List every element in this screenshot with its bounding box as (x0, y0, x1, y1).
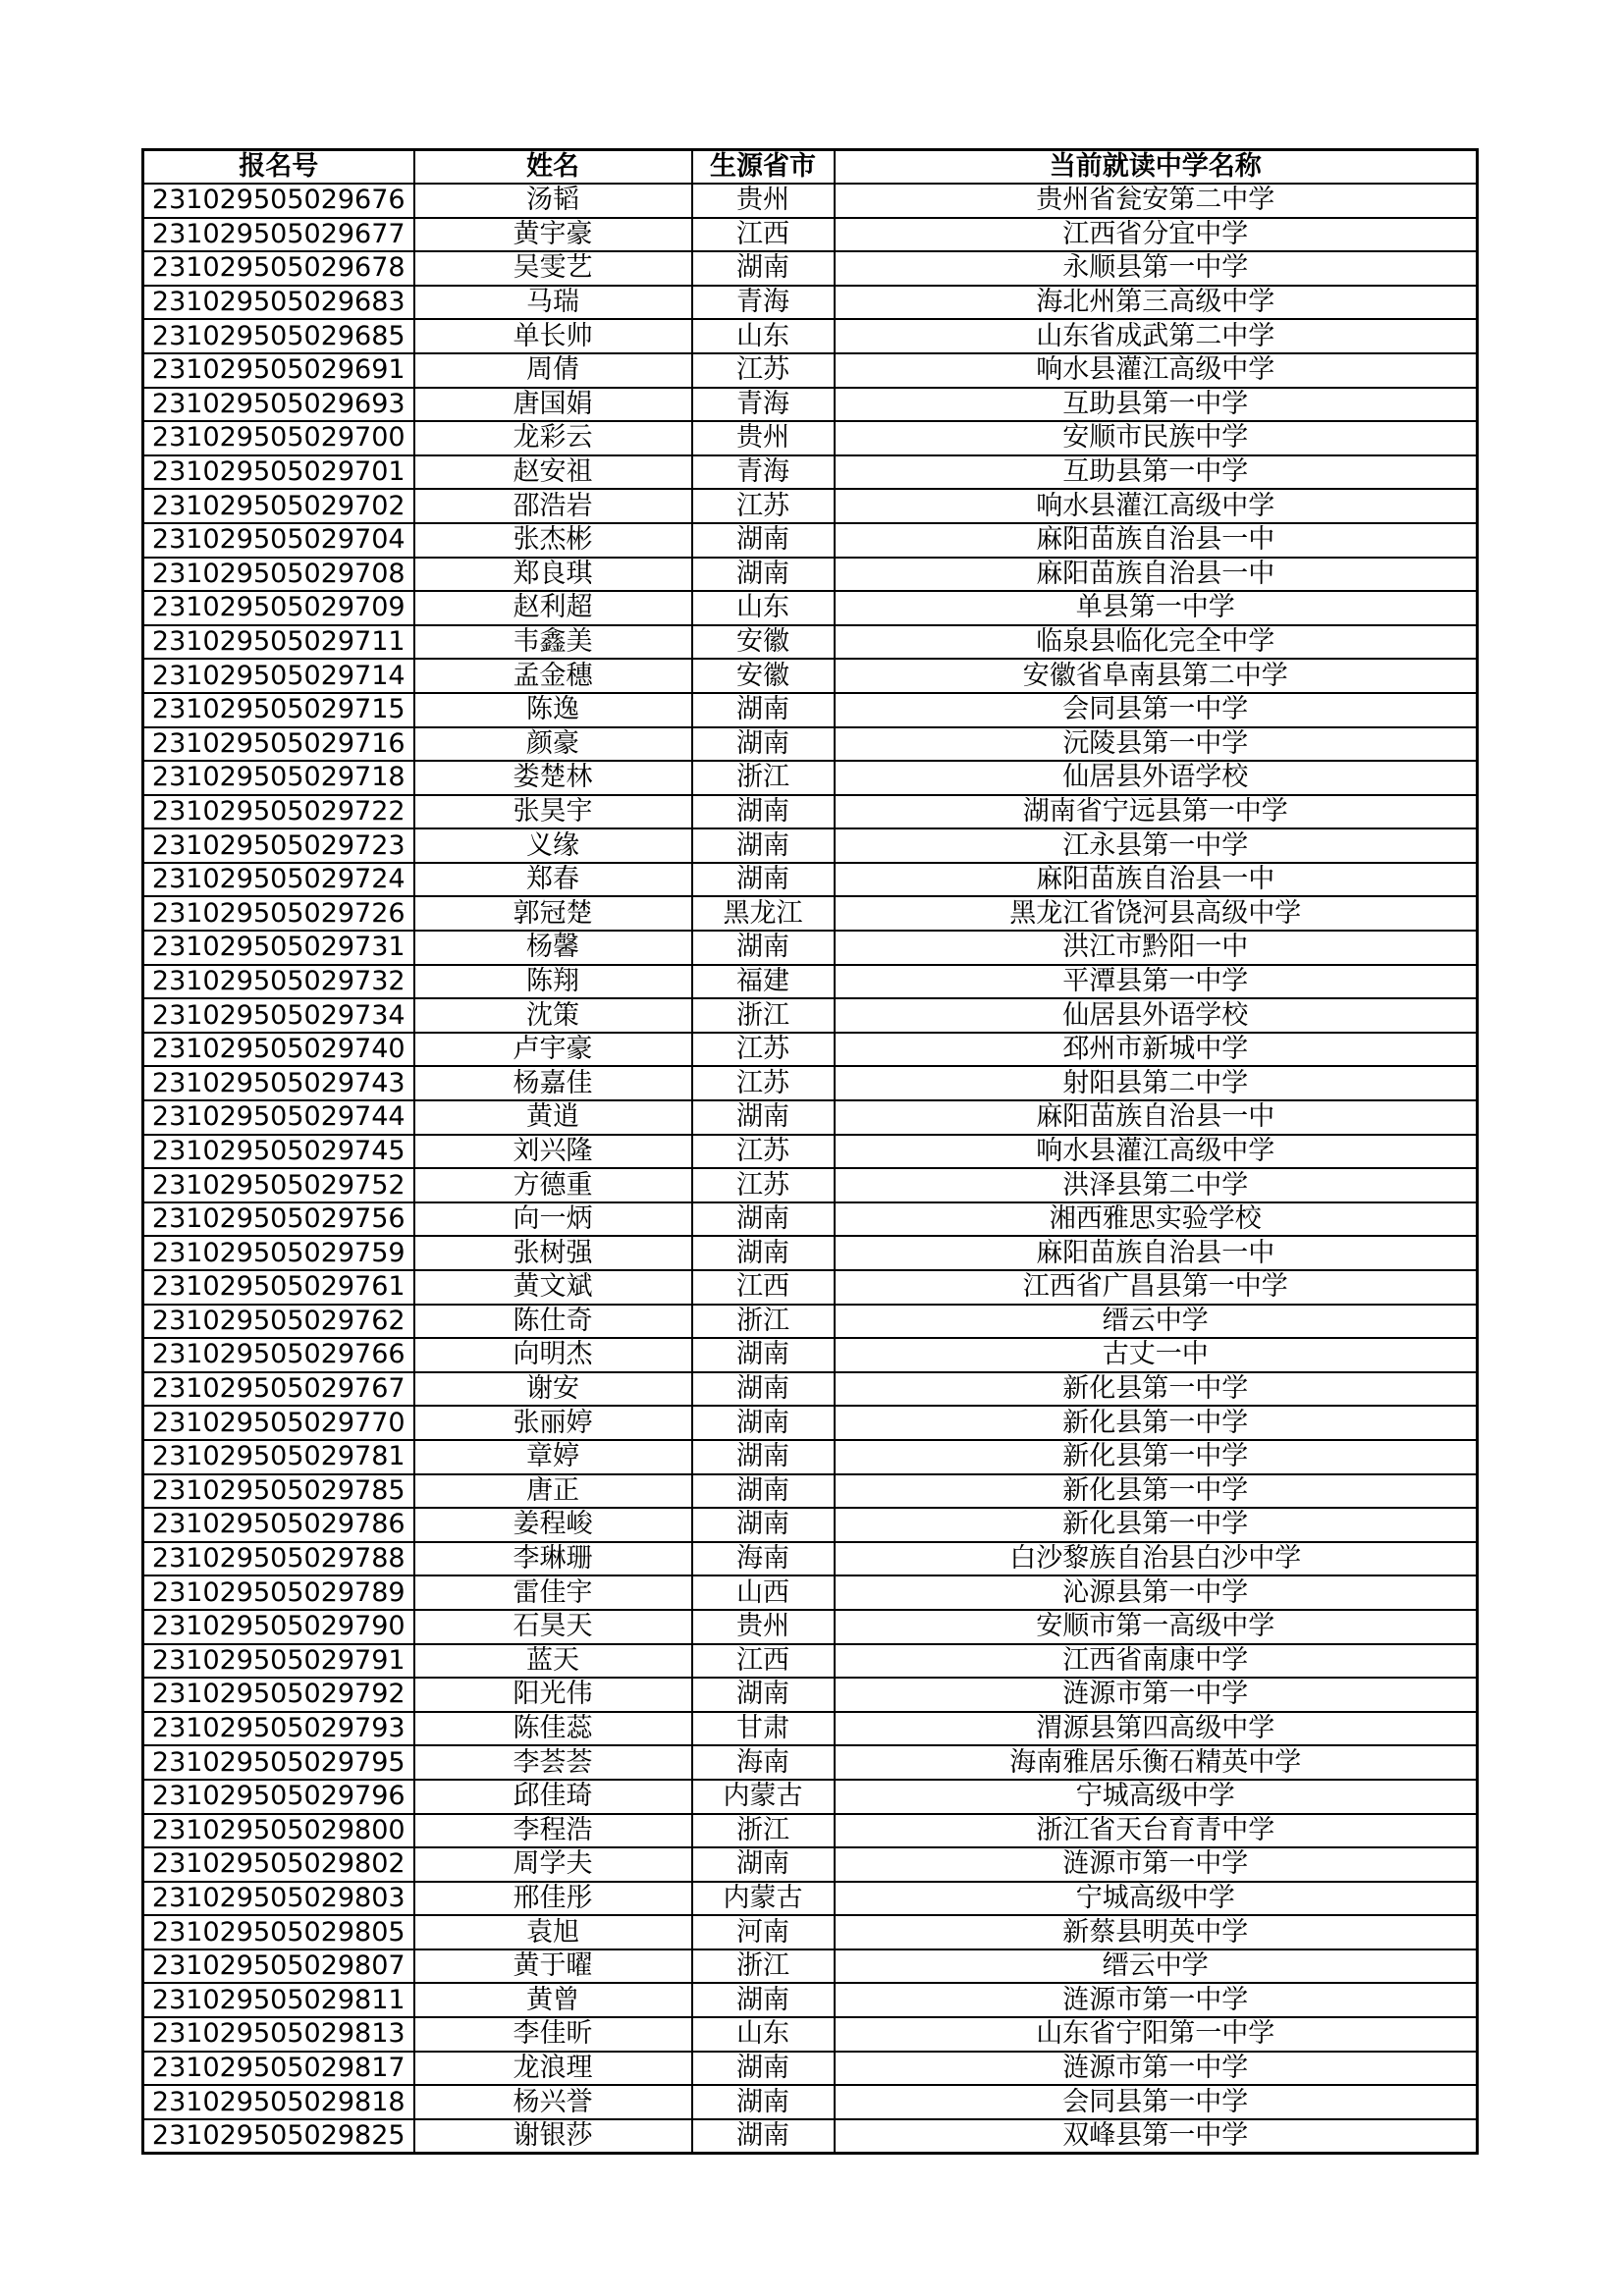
cell-registration-number: 231029505029796 (143, 1780, 414, 1814)
header-current-school: 当前就读中学名称 (835, 150, 1478, 185)
table-row (143, 659, 1478, 693)
table-row (143, 1372, 1478, 1407)
cell-current-school: 安顺市民族中学 (835, 421, 1478, 455)
table-row (143, 727, 1478, 762)
cell-province: 江西 (692, 1644, 835, 1679)
cell-registration-number: 231029505029817 (143, 2052, 414, 2086)
cell-province: 内蒙古 (692, 1882, 835, 1916)
table-row (143, 1474, 1478, 1509)
table-row (143, 896, 1478, 931)
cell-name: 张昊宇 (414, 795, 692, 829)
table-row (143, 251, 1478, 286)
cell-current-school: 江西省南康中学 (835, 1644, 1478, 1679)
cell-name: 陈逸 (414, 693, 692, 727)
table-row (143, 1202, 1478, 1237)
cell-registration-number: 231029505029766 (143, 1338, 414, 1372)
cell-province: 江苏 (692, 1135, 835, 1169)
cell-province: 青海 (692, 388, 835, 422)
cell-name: 张树强 (414, 1236, 692, 1270)
cell-name: 阳光伟 (414, 1678, 692, 1712)
cell-registration-number: 231029505029813 (143, 2017, 414, 2052)
table-header (143, 150, 1478, 185)
cell-province: 江苏 (692, 1033, 835, 1067)
cell-current-school: 山东省宁阳第一中学 (835, 2017, 1478, 2052)
cell-current-school: 涟源市第一中学 (835, 1678, 1478, 1712)
cell-name: 赵安祖 (414, 455, 692, 490)
cell-name: 黄宇豪 (414, 218, 692, 252)
table-row (143, 1508, 1478, 1542)
cell-province: 浙江 (692, 761, 835, 795)
cell-registration-number: 231029505029685 (143, 319, 414, 353)
cell-registration-number: 231029505029744 (143, 1100, 414, 1135)
cell-province: 青海 (692, 286, 835, 320)
cell-province: 湖南 (692, 795, 835, 829)
cell-current-school: 涟源市第一中学 (835, 2052, 1478, 2086)
table-row (143, 863, 1478, 897)
cell-registration-number: 231029505029723 (143, 828, 414, 863)
table-row (143, 931, 1478, 965)
cell-name: 李琳珊 (414, 1542, 692, 1576)
cell-province: 山东 (692, 2017, 835, 2052)
cell-province: 湖南 (692, 1474, 835, 1509)
cell-registration-number: 231029505029792 (143, 1678, 414, 1712)
cell-name: 方德重 (414, 1168, 692, 1202)
cell-province: 湖南 (692, 931, 835, 965)
cell-name: 石昊天 (414, 1610, 692, 1644)
cell-current-school: 麻阳苗族自治县一中 (835, 1236, 1478, 1270)
cell-province: 湖南 (692, 828, 835, 863)
cell-current-school: 古丈一中 (835, 1338, 1478, 1372)
cell-province: 贵州 (692, 184, 835, 218)
cell-province: 山东 (692, 591, 835, 625)
cell-province: 青海 (692, 455, 835, 490)
cell-province: 浙江 (692, 998, 835, 1033)
cell-registration-number: 231029505029683 (143, 286, 414, 320)
table-row (143, 1270, 1478, 1305)
cell-registration-number: 231029505029704 (143, 523, 414, 558)
cell-registration-number: 231029505029678 (143, 251, 414, 286)
cell-province: 海南 (692, 1542, 835, 1576)
table-row (143, 489, 1478, 523)
table-row (143, 693, 1478, 727)
cell-province: 湖南 (692, 1847, 835, 1882)
cell-current-school: 湘西雅思实验学校 (835, 1202, 1478, 1237)
cell-name: 赵利超 (414, 591, 692, 625)
cell-registration-number: 231029505029718 (143, 761, 414, 795)
cell-current-school: 互助县第一中学 (835, 388, 1478, 422)
cell-name: 向一炳 (414, 1202, 692, 1237)
cell-registration-number: 231029505029825 (143, 2119, 414, 2154)
cell-current-school: 仙居县外语学校 (835, 761, 1478, 795)
cell-province: 内蒙古 (692, 1780, 835, 1814)
cell-registration-number: 231029505029803 (143, 1882, 414, 1916)
table-row (143, 218, 1478, 252)
cell-current-school: 安徽省阜南县第二中学 (835, 659, 1478, 693)
table-row (143, 1712, 1478, 1746)
cell-name: 邱佳琦 (414, 1780, 692, 1814)
cell-province: 湖南 (692, 863, 835, 897)
cell-name: 郑良琪 (414, 558, 692, 592)
cell-current-school: 沅陵县第一中学 (835, 727, 1478, 762)
cell-registration-number: 231029505029709 (143, 591, 414, 625)
cell-name: 袁旭 (414, 1915, 692, 1949)
table-row (143, 1983, 1478, 2017)
cell-current-school: 沁源县第一中学 (835, 1575, 1478, 1610)
cell-name: 吴雯艺 (414, 251, 692, 286)
table-row (143, 1882, 1478, 1916)
cell-province: 湖南 (692, 558, 835, 592)
cell-name: 杨嘉佳 (414, 1066, 692, 1100)
cell-current-school: 邳州市新城中学 (835, 1033, 1478, 1067)
cell-current-school: 缙云中学 (835, 1949, 1478, 1984)
cell-current-school: 麻阳苗族自治县一中 (835, 1100, 1478, 1135)
cell-current-school: 浙江省天台育青中学 (835, 1814, 1478, 1848)
table-row (143, 2085, 1478, 2119)
cell-province: 安徽 (692, 625, 835, 660)
cell-current-school: 响水县灌江高级中学 (835, 353, 1478, 388)
cell-current-school: 临泉县临化完全中学 (835, 625, 1478, 660)
table-row (143, 455, 1478, 490)
table-row (143, 1406, 1478, 1440)
cell-registration-number: 231029505029790 (143, 1610, 414, 1644)
cell-registration-number: 231029505029724 (143, 863, 414, 897)
cell-current-school: 单县第一中学 (835, 591, 1478, 625)
cell-registration-number: 231029505029715 (143, 693, 414, 727)
cell-name: 唐正 (414, 1474, 692, 1509)
cell-current-school: 缙云中学 (835, 1305, 1478, 1339)
cell-registration-number: 231029505029788 (143, 1542, 414, 1576)
cell-current-school: 新化县第一中学 (835, 1372, 1478, 1407)
table-row (143, 1440, 1478, 1474)
cell-registration-number: 231029505029800 (143, 1814, 414, 1848)
cell-province: 山西 (692, 1575, 835, 1610)
cell-province: 湖南 (692, 1508, 835, 1542)
table-row (143, 591, 1478, 625)
cell-registration-number: 231029505029759 (143, 1236, 414, 1270)
cell-name: 周学夫 (414, 1847, 692, 1882)
cell-registration-number: 231029505029752 (143, 1168, 414, 1202)
cell-province: 湖南 (692, 2119, 835, 2154)
cell-name: 谢银莎 (414, 2119, 692, 2154)
cell-province: 江西 (692, 1270, 835, 1305)
cell-current-school: 永顺县第一中学 (835, 251, 1478, 286)
cell-current-school: 涟源市第一中学 (835, 1847, 1478, 1882)
cell-current-school: 贵州省瓮安第二中学 (835, 184, 1478, 218)
cell-registration-number: 231029505029786 (143, 1508, 414, 1542)
cell-registration-number: 231029505029767 (143, 1372, 414, 1407)
cell-name: 娄楚林 (414, 761, 692, 795)
cell-current-school: 白沙黎族自治县白沙中学 (835, 1542, 1478, 1576)
cell-name: 陈翔 (414, 965, 692, 999)
cell-province: 河南 (692, 1915, 835, 1949)
cell-province: 湖南 (692, 2085, 835, 2119)
cell-name: 邢佳彤 (414, 1882, 692, 1916)
cell-registration-number: 231029505029818 (143, 2085, 414, 2119)
cell-current-school: 江西省分宜中学 (835, 218, 1478, 252)
table-row (143, 998, 1478, 1033)
cell-current-school: 安顺市第一高级中学 (835, 1610, 1478, 1644)
cell-name: 张丽婷 (414, 1406, 692, 1440)
table-row (143, 1542, 1478, 1576)
cell-name: 龙彩云 (414, 421, 692, 455)
cell-province: 甘肃 (692, 1712, 835, 1746)
table-row (143, 761, 1478, 795)
cell-current-school: 江永县第一中学 (835, 828, 1478, 863)
cell-current-school: 黑龙江省饶河县高级中学 (835, 896, 1478, 931)
cell-registration-number: 231029505029693 (143, 388, 414, 422)
table-row (143, 1066, 1478, 1100)
table-row (143, 353, 1478, 388)
table-row (143, 1236, 1478, 1270)
cell-province: 湖南 (692, 251, 835, 286)
table-row (143, 965, 1478, 999)
cell-province: 贵州 (692, 421, 835, 455)
cell-name: 陈佳蕊 (414, 1712, 692, 1746)
cell-registration-number: 231029505029700 (143, 421, 414, 455)
cell-registration-number: 231029505029732 (143, 965, 414, 999)
cell-province: 安徽 (692, 659, 835, 693)
cell-name: 谢安 (414, 1372, 692, 1407)
table-row (143, 1575, 1478, 1610)
table-row (143, 2052, 1478, 2086)
cell-registration-number: 231029505029805 (143, 1915, 414, 1949)
cell-name: 黄于曜 (414, 1949, 692, 1984)
cell-province: 湖南 (692, 1983, 835, 2017)
cell-current-school: 会同县第一中学 (835, 2085, 1478, 2119)
cell-name: 唐国娟 (414, 388, 692, 422)
table-row (143, 2017, 1478, 2052)
cell-current-school: 双峰县第一中学 (835, 2119, 1478, 2154)
cell-registration-number: 231029505029714 (143, 659, 414, 693)
table-row (143, 388, 1478, 422)
table-row (143, 1610, 1478, 1644)
cell-registration-number: 231029505029722 (143, 795, 414, 829)
cell-registration-number: 231029505029745 (143, 1135, 414, 1169)
table-row (143, 828, 1478, 863)
cell-name: 刘兴隆 (414, 1135, 692, 1169)
cell-registration-number: 231029505029781 (143, 1440, 414, 1474)
cell-province: 山东 (692, 319, 835, 353)
table-row (143, 1814, 1478, 1848)
cell-name: 杨馨 (414, 931, 692, 965)
cell-current-school: 洪泽县第二中学 (835, 1168, 1478, 1202)
cell-province: 海南 (692, 1745, 835, 1780)
table-row (143, 1033, 1478, 1067)
cell-registration-number: 231029505029789 (143, 1575, 414, 1610)
cell-current-school: 仙居县外语学校 (835, 998, 1478, 1033)
cell-current-school: 宁城高级中学 (835, 1780, 1478, 1814)
cell-province: 江西 (692, 218, 835, 252)
table-row (143, 558, 1478, 592)
cell-province: 湖南 (692, 1338, 835, 1372)
table-row (143, 184, 1478, 218)
cell-province: 湖南 (692, 1678, 835, 1712)
cell-name: 义缘 (414, 828, 692, 863)
header-registration-number: 报名号 (143, 150, 414, 185)
cell-registration-number: 231029505029702 (143, 489, 414, 523)
cell-province: 湖南 (692, 1372, 835, 1407)
cell-registration-number: 231029505029811 (143, 1983, 414, 2017)
cell-current-school: 响水县灌江高级中学 (835, 489, 1478, 523)
cell-name: 李佳昕 (414, 2017, 692, 2052)
cell-current-school: 新化县第一中学 (835, 1406, 1478, 1440)
cell-province: 湖南 (692, 1202, 835, 1237)
cell-name: 姜程峻 (414, 1508, 692, 1542)
cell-province: 湖南 (692, 523, 835, 558)
cell-name: 黄逍 (414, 1100, 692, 1135)
cell-current-school: 麻阳苗族自治县一中 (835, 863, 1478, 897)
cell-name: 孟金穗 (414, 659, 692, 693)
cell-registration-number: 231029505029807 (143, 1949, 414, 1984)
cell-registration-number: 231029505029743 (143, 1066, 414, 1100)
cell-name: 张杰彬 (414, 523, 692, 558)
cell-current-school: 宁城高级中学 (835, 1882, 1478, 1916)
cell-name: 章婷 (414, 1440, 692, 1474)
header-row (143, 150, 1478, 185)
cell-name: 汤韬 (414, 184, 692, 218)
table-row (143, 1338, 1478, 1372)
cell-current-school: 互助县第一中学 (835, 455, 1478, 490)
cell-name: 周倩 (414, 353, 692, 388)
cell-registration-number: 231029505029711 (143, 625, 414, 660)
cell-registration-number: 231029505029734 (143, 998, 414, 1033)
cell-registration-number: 231029505029726 (143, 896, 414, 931)
cell-current-school: 洪江市黔阳一中 (835, 931, 1478, 965)
cell-province: 浙江 (692, 1814, 835, 1848)
cell-current-school: 江西省广昌县第一中学 (835, 1270, 1478, 1305)
cell-name: 雷佳宇 (414, 1575, 692, 1610)
table-row (143, 1100, 1478, 1135)
cell-current-school: 麻阳苗族自治县一中 (835, 523, 1478, 558)
cell-name: 郭冠楚 (414, 896, 692, 931)
cell-registration-number: 231029505029802 (143, 1847, 414, 1882)
cell-current-school: 麻阳苗族自治县一中 (835, 558, 1478, 592)
cell-current-school: 涟源市第一中学 (835, 1983, 1478, 2017)
cell-current-school: 海北州第三高级中学 (835, 286, 1478, 320)
cell-current-school: 新蔡县明英中学 (835, 1915, 1478, 1949)
table-row (143, 523, 1478, 558)
cell-province: 江苏 (692, 1168, 835, 1202)
cell-registration-number: 231029505029716 (143, 727, 414, 762)
cell-province: 湖南 (692, 693, 835, 727)
student-roster-table (141, 148, 1479, 2155)
cell-current-school: 射阳县第二中学 (835, 1066, 1478, 1100)
cell-current-school: 渭源县第四高级中学 (835, 1712, 1478, 1746)
cell-name: 卢宇豪 (414, 1033, 692, 1067)
cell-registration-number: 231029505029691 (143, 353, 414, 388)
cell-name: 韦鑫美 (414, 625, 692, 660)
cell-registration-number: 231029505029708 (143, 558, 414, 592)
cell-registration-number: 231029505029701 (143, 455, 414, 490)
cell-name: 李程浩 (414, 1814, 692, 1848)
cell-current-school: 会同县第一中学 (835, 693, 1478, 727)
cell-registration-number: 231029505029676 (143, 184, 414, 218)
table-row (143, 1780, 1478, 1814)
cell-current-school: 新化县第一中学 (835, 1508, 1478, 1542)
cell-name: 龙浪理 (414, 2052, 692, 2086)
cell-current-school: 海南雅居乐衡石精英中学 (835, 1745, 1478, 1780)
cell-province: 湖南 (692, 2052, 835, 2086)
cell-name: 向明杰 (414, 1338, 692, 1372)
table-row (143, 1678, 1478, 1712)
cell-province: 湖南 (692, 1440, 835, 1474)
cell-registration-number: 231029505029785 (143, 1474, 414, 1509)
table-row (143, 1305, 1478, 1339)
table-row (143, 1745, 1478, 1780)
cell-province: 浙江 (692, 1305, 835, 1339)
cell-registration-number: 231029505029756 (143, 1202, 414, 1237)
header-province: 生源省市 (692, 150, 835, 185)
header-name: 姓名 (414, 150, 692, 185)
cell-current-school: 平潭县第一中学 (835, 965, 1478, 999)
cell-name: 邵浩岩 (414, 489, 692, 523)
cell-registration-number: 231029505029740 (143, 1033, 414, 1067)
cell-name: 单长帅 (414, 319, 692, 353)
cell-registration-number: 231029505029791 (143, 1644, 414, 1679)
cell-province: 江苏 (692, 1066, 835, 1100)
cell-province: 湖南 (692, 1406, 835, 1440)
cell-current-school: 新化县第一中学 (835, 1440, 1478, 1474)
table-body (143, 184, 1478, 2154)
cell-province: 贵州 (692, 1610, 835, 1644)
cell-registration-number: 231029505029793 (143, 1712, 414, 1746)
cell-registration-number: 231029505029731 (143, 931, 414, 965)
cell-province: 浙江 (692, 1949, 835, 1984)
cell-province: 黑龙江 (692, 896, 835, 931)
cell-province: 湖南 (692, 727, 835, 762)
cell-name: 杨兴誉 (414, 2085, 692, 2119)
cell-province: 江苏 (692, 489, 835, 523)
cell-name: 蓝天 (414, 1644, 692, 1679)
cell-name: 李荟荟 (414, 1745, 692, 1780)
cell-current-school: 响水县灌江高级中学 (835, 1135, 1478, 1169)
table-row (143, 1915, 1478, 1949)
table-row (143, 795, 1478, 829)
table-row (143, 2119, 1478, 2154)
cell-name: 郑春 (414, 863, 692, 897)
table-row (143, 1135, 1478, 1169)
cell-name: 黄文斌 (414, 1270, 692, 1305)
cell-name: 沈策 (414, 998, 692, 1033)
table-row (143, 421, 1478, 455)
table-row (143, 1847, 1478, 1882)
table-row (143, 1168, 1478, 1202)
cell-current-school: 新化县第一中学 (835, 1474, 1478, 1509)
cell-registration-number: 231029505029795 (143, 1745, 414, 1780)
cell-province: 江苏 (692, 353, 835, 388)
table-row (143, 1949, 1478, 1984)
cell-registration-number: 231029505029762 (143, 1305, 414, 1339)
table-row (143, 1644, 1478, 1679)
table-row (143, 319, 1478, 353)
cell-province: 湖南 (692, 1100, 835, 1135)
cell-name: 陈仕奇 (414, 1305, 692, 1339)
cell-name: 颜豪 (414, 727, 692, 762)
cell-registration-number: 231029505029761 (143, 1270, 414, 1305)
cell-registration-number: 231029505029677 (143, 218, 414, 252)
cell-name: 马瑞 (414, 286, 692, 320)
table-row (143, 625, 1478, 660)
cell-province: 湖南 (692, 1236, 835, 1270)
cell-current-school: 山东省成武第二中学 (835, 319, 1478, 353)
cell-registration-number: 231029505029770 (143, 1406, 414, 1440)
cell-province: 福建 (692, 965, 835, 999)
cell-current-school: 湖南省宁远县第一中学 (835, 795, 1478, 829)
table-row (143, 286, 1478, 320)
cell-name: 黄曾 (414, 1983, 692, 2017)
